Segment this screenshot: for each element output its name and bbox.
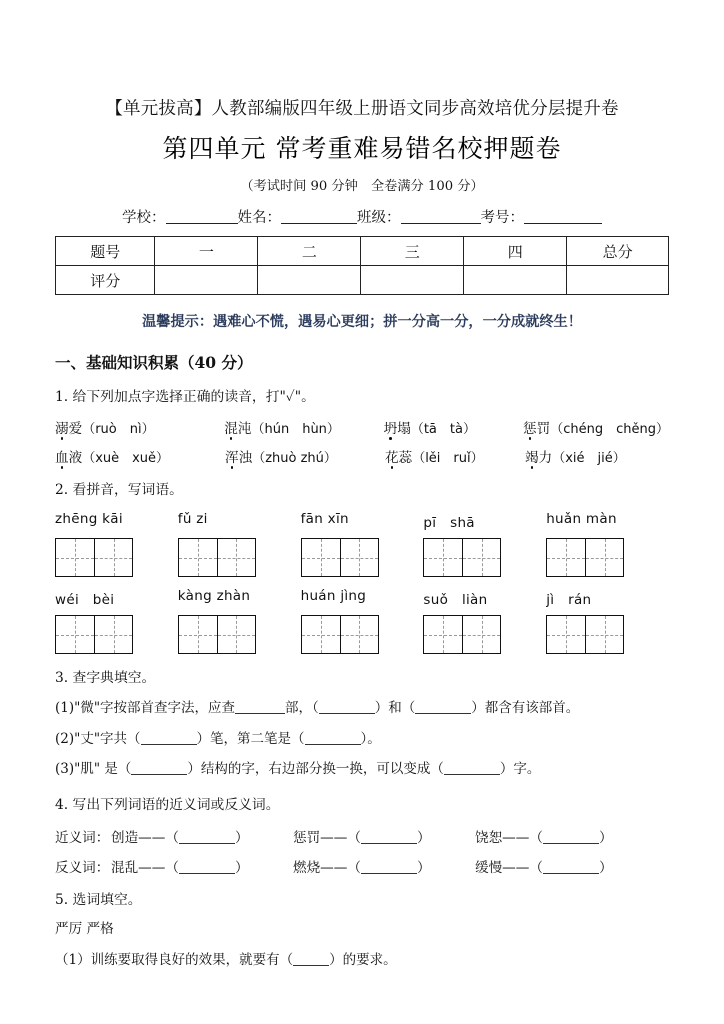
q3-text-a: (2)"丈"字共（ bbox=[55, 730, 141, 747]
exam-id-input[interactable] bbox=[524, 209, 602, 224]
tianzige-box[interactable] bbox=[178, 615, 256, 654]
py-cell bbox=[178, 511, 301, 531]
q5-word-bank: 严厉 严格 bbox=[55, 921, 114, 938]
table-row bbox=[56, 237, 669, 266]
py-cell bbox=[178, 588, 301, 608]
tianzige-cell[interactable] bbox=[56, 616, 94, 653]
student-info-line bbox=[55, 206, 669, 227]
close-paren: ） bbox=[234, 859, 249, 876]
pinyin-label: fǔ zi bbox=[177, 511, 208, 528]
py-cell bbox=[423, 511, 546, 531]
tianzige-cell[interactable] bbox=[56, 539, 94, 576]
tianzige-box[interactable] bbox=[546, 615, 624, 654]
q3-blank[interactable] bbox=[319, 700, 375, 714]
score-cell-1[interactable] bbox=[155, 266, 258, 295]
tianzige-box[interactable] bbox=[423, 615, 501, 654]
question-3-item-3 bbox=[55, 759, 669, 781]
py-cell bbox=[423, 588, 546, 608]
question-2-prompt: 2. 看拼音，写词语。 bbox=[55, 481, 183, 498]
question-3-item-1 bbox=[55, 698, 669, 720]
row-label: 题号 bbox=[56, 237, 155, 266]
tianzige-cell[interactable] bbox=[547, 616, 585, 653]
pinyin-choices: （ruò nì） bbox=[82, 421, 155, 437]
g-cell bbox=[423, 615, 546, 654]
school-input[interactable] bbox=[166, 209, 238, 224]
q3-blank[interactable] bbox=[235, 700, 285, 714]
pinyin-choices: （lěi ruǐ） bbox=[412, 450, 484, 466]
row-label: 评分 bbox=[56, 266, 155, 295]
py-cell bbox=[301, 511, 424, 531]
tianzige-cell[interactable] bbox=[340, 616, 378, 653]
q3-text-b: ）笔，第二笔是（ bbox=[196, 730, 305, 747]
q1-item[interactable] bbox=[55, 446, 225, 466]
tianzige-cell[interactable] bbox=[462, 539, 500, 576]
q5-blank[interactable] bbox=[293, 952, 329, 966]
synonym-item[interactable] bbox=[111, 826, 293, 846]
pinyin-choices: （zhuò zhú） bbox=[252, 450, 337, 466]
q5-text-a: （1）训练要取得良好的效果，就要有（ bbox=[55, 951, 294, 968]
q2-writing-boxes-row-1 bbox=[55, 538, 669, 577]
tianzige-cell[interactable] bbox=[217, 539, 255, 576]
g-cell bbox=[55, 615, 178, 654]
pinyin-label: zhēng kāi bbox=[55, 511, 123, 528]
g-cell bbox=[55, 538, 178, 577]
question-3-prompt: 3. 查字典填空。 bbox=[55, 670, 156, 687]
pinyin-label: pī shā bbox=[423, 515, 475, 532]
word: 混乱——（ bbox=[111, 859, 179, 876]
class-label: 班级： bbox=[357, 210, 401, 226]
score-header-1: 一 bbox=[155, 237, 258, 266]
pinyin-choices: （chéng chěng） bbox=[550, 421, 669, 437]
score-header-3: 三 bbox=[361, 237, 464, 266]
q3-blank[interactable] bbox=[444, 761, 500, 775]
tianzige-cell[interactable] bbox=[585, 616, 623, 653]
tianzige-box[interactable] bbox=[178, 538, 256, 577]
score-cell-3[interactable] bbox=[361, 266, 464, 295]
warm-tip: 温馨提示：遇难心不慌，遇易心更细；拼一分高一分，一分成就终生！ bbox=[142, 314, 582, 330]
class-input[interactable] bbox=[401, 209, 481, 224]
q4-synonym-row bbox=[55, 826, 669, 846]
answer-blank[interactable] bbox=[543, 830, 599, 844]
q3-blank[interactable] bbox=[415, 700, 471, 714]
tianzige-box[interactable] bbox=[55, 615, 133, 654]
dotted-char: 浑 bbox=[225, 446, 239, 466]
dotted-char: 血 bbox=[55, 446, 69, 466]
pinyin-choices: （xié jié） bbox=[552, 450, 626, 466]
tianzige-cell[interactable] bbox=[424, 539, 462, 576]
q3-text-c: ）字。 bbox=[499, 761, 541, 778]
py-cell bbox=[55, 511, 178, 531]
exam-meta: （考试时间 90 分钟 全卷满分 100 分） bbox=[240, 179, 484, 194]
synonym-label: 近义词： bbox=[55, 829, 110, 846]
page-subtitle: 【单元拔高】人教部编版四年级上册语文同步高效培优分层提升卷 bbox=[105, 99, 619, 119]
word: 缓慢——（ bbox=[475, 859, 543, 876]
antonym-item[interactable] bbox=[111, 856, 293, 876]
score-table bbox=[55, 236, 669, 295]
school-label: 学校： bbox=[122, 210, 166, 226]
word-rest: 浊 bbox=[238, 449, 253, 466]
tianzige-box[interactable] bbox=[423, 538, 501, 577]
answer-blank[interactable] bbox=[361, 860, 417, 874]
py-cell bbox=[546, 511, 669, 531]
pinyin-choices: （hún hùn） bbox=[251, 421, 340, 437]
tianzige-box[interactable] bbox=[546, 538, 624, 577]
table-row bbox=[56, 266, 669, 295]
pinyin-label: huán jìng bbox=[300, 588, 367, 605]
q3-text-d: ）都含有该部首。 bbox=[471, 700, 580, 717]
word-rest: 沌 bbox=[237, 420, 252, 437]
q3-text-b: 部，（ bbox=[285, 700, 319, 717]
antonym-item[interactable] bbox=[293, 856, 475, 876]
score-header-4: 四 bbox=[464, 237, 567, 266]
name-label: 姓名： bbox=[237, 210, 281, 226]
word-rest: 塌 bbox=[397, 420, 411, 437]
g-cell bbox=[301, 615, 424, 654]
tianzige-cell[interactable] bbox=[585, 539, 623, 576]
question-4-prompt: 4. 写出下列词语的近义词或反义词。 bbox=[55, 796, 280, 813]
question-1-row-2 bbox=[55, 446, 669, 466]
question-1-prompt: 1. 给下列加点字选择正确的读音，打"✓"。 bbox=[55, 389, 315, 405]
score-cell-4[interactable] bbox=[464, 266, 567, 295]
score-cell-total[interactable] bbox=[567, 266, 669, 295]
tianzige-cell[interactable] bbox=[179, 616, 217, 653]
q2-writing-boxes-row-2 bbox=[55, 615, 669, 654]
q1-item[interactable] bbox=[55, 417, 224, 437]
py-cell bbox=[301, 588, 424, 608]
tianzige-cell[interactable] bbox=[547, 539, 585, 576]
pinyin-label: kàng zhàn bbox=[177, 588, 251, 605]
tianzige-cell[interactable] bbox=[179, 539, 217, 576]
g-cell bbox=[546, 538, 669, 577]
score-header-total: 总分 bbox=[567, 237, 669, 266]
q1-item[interactable] bbox=[224, 417, 383, 437]
pinyin-choices: （xuè xuě） bbox=[82, 450, 170, 466]
synonym-item[interactable] bbox=[293, 826, 475, 846]
q3-blank[interactable] bbox=[141, 731, 197, 745]
score-header-2: 二 bbox=[258, 237, 361, 266]
tianzige-cell[interactable] bbox=[462, 616, 500, 653]
q1-item[interactable] bbox=[525, 446, 626, 466]
question-3-item-2 bbox=[55, 729, 669, 751]
close-paren: ） bbox=[598, 829, 613, 846]
q3-text-b: ）结构的字，右边部分换一换，可以变成（ bbox=[187, 761, 444, 778]
g-cell bbox=[546, 615, 669, 654]
tianzige-cell[interactable] bbox=[94, 539, 132, 576]
pinyin-choices: （tā tà） bbox=[410, 421, 476, 437]
q5-item-1 bbox=[55, 950, 669, 972]
answer-blank[interactable] bbox=[361, 830, 417, 844]
antonym-item[interactable] bbox=[475, 856, 613, 876]
pinyin-label: jì rán bbox=[546, 592, 592, 609]
pinyin-label: suǒ liàn bbox=[423, 592, 488, 609]
word: 燃烧——（ bbox=[293, 859, 361, 876]
q3-text-c: ）和（ bbox=[374, 700, 416, 717]
close-paren: ） bbox=[416, 859, 431, 876]
tianzige-cell[interactable] bbox=[217, 616, 255, 653]
word: 惩罚——（ bbox=[293, 829, 361, 846]
tianzige-cell[interactable] bbox=[94, 616, 132, 653]
section-one-title: 一、基础知识积累（40 分） bbox=[55, 353, 253, 372]
tianzige-cell[interactable] bbox=[340, 539, 378, 576]
close-paren: ） bbox=[416, 829, 431, 846]
tianzige-box[interactable] bbox=[301, 615, 379, 654]
dotted-char: 竭 bbox=[525, 446, 539, 466]
tianzige-cell[interactable] bbox=[424, 616, 462, 653]
q3-text-c: ）。 bbox=[360, 730, 381, 747]
q3-text-a: (1)"微"字按部首查字法，应查 bbox=[55, 700, 236, 717]
word-rest: 力 bbox=[538, 449, 553, 466]
q3-text-a: (3)"肌" 是（ bbox=[55, 761, 132, 778]
tianzige-cell[interactable] bbox=[302, 616, 340, 653]
q3-blank[interactable] bbox=[131, 761, 187, 775]
q1-item[interactable] bbox=[384, 417, 523, 437]
q2-pinyin-row-2 bbox=[55, 588, 669, 608]
q3-blank[interactable] bbox=[305, 731, 361, 745]
synonym-item[interactable] bbox=[475, 826, 613, 846]
g-cell bbox=[423, 538, 546, 577]
word: 创造——（ bbox=[111, 829, 179, 846]
word-rest: 罚 bbox=[536, 420, 551, 437]
close-paren: ） bbox=[234, 829, 249, 846]
tianzige-cell[interactable] bbox=[302, 539, 340, 576]
tianzige-box[interactable] bbox=[301, 538, 379, 577]
tianzige-box[interactable] bbox=[55, 538, 133, 577]
page-title: 第四单元 常考重难易错名校押题卷 bbox=[162, 134, 562, 163]
answer-blank[interactable] bbox=[543, 860, 599, 874]
py-cell bbox=[546, 588, 669, 608]
name-input[interactable] bbox=[281, 209, 357, 224]
answer-blank[interactable] bbox=[179, 860, 235, 874]
dotted-char: 混 bbox=[224, 417, 238, 437]
pinyin-label: huǎn màn bbox=[546, 511, 617, 528]
dotted-char: 坍 bbox=[384, 417, 398, 437]
g-cell bbox=[178, 615, 301, 654]
dotted-char: 惩 bbox=[523, 417, 537, 437]
q1-item[interactable] bbox=[385, 446, 525, 466]
word: 饶恕——（ bbox=[475, 829, 543, 846]
q5-text-b: ）的要求。 bbox=[329, 951, 397, 968]
q2-pinyin-row-1 bbox=[55, 511, 669, 531]
py-cell bbox=[55, 588, 178, 608]
question-1-row-1 bbox=[55, 417, 669, 437]
answer-blank[interactable] bbox=[179, 830, 235, 844]
pinyin-label: wéi bèi bbox=[55, 592, 115, 609]
score-cell-2[interactable] bbox=[258, 266, 361, 295]
close-paren: ） bbox=[598, 859, 613, 876]
word-rest: 液 bbox=[68, 449, 83, 466]
q1-item[interactable] bbox=[225, 446, 385, 466]
dotted-char: 溺 bbox=[55, 417, 69, 437]
pinyin-label: fān xīn bbox=[300, 511, 349, 528]
word-rest: 蕊 bbox=[398, 449, 413, 466]
g-cell bbox=[301, 538, 424, 577]
q4-antonym-row bbox=[55, 856, 669, 876]
g-cell bbox=[178, 538, 301, 577]
dotted-char: 花 bbox=[385, 446, 399, 466]
question-5-prompt: 5. 选词填空。 bbox=[55, 891, 142, 908]
antonym-label: 反义词： bbox=[55, 859, 110, 876]
exam-id-label: 考号： bbox=[480, 210, 524, 226]
q1-item[interactable] bbox=[523, 417, 669, 437]
word-rest: 爱 bbox=[68, 420, 83, 437]
